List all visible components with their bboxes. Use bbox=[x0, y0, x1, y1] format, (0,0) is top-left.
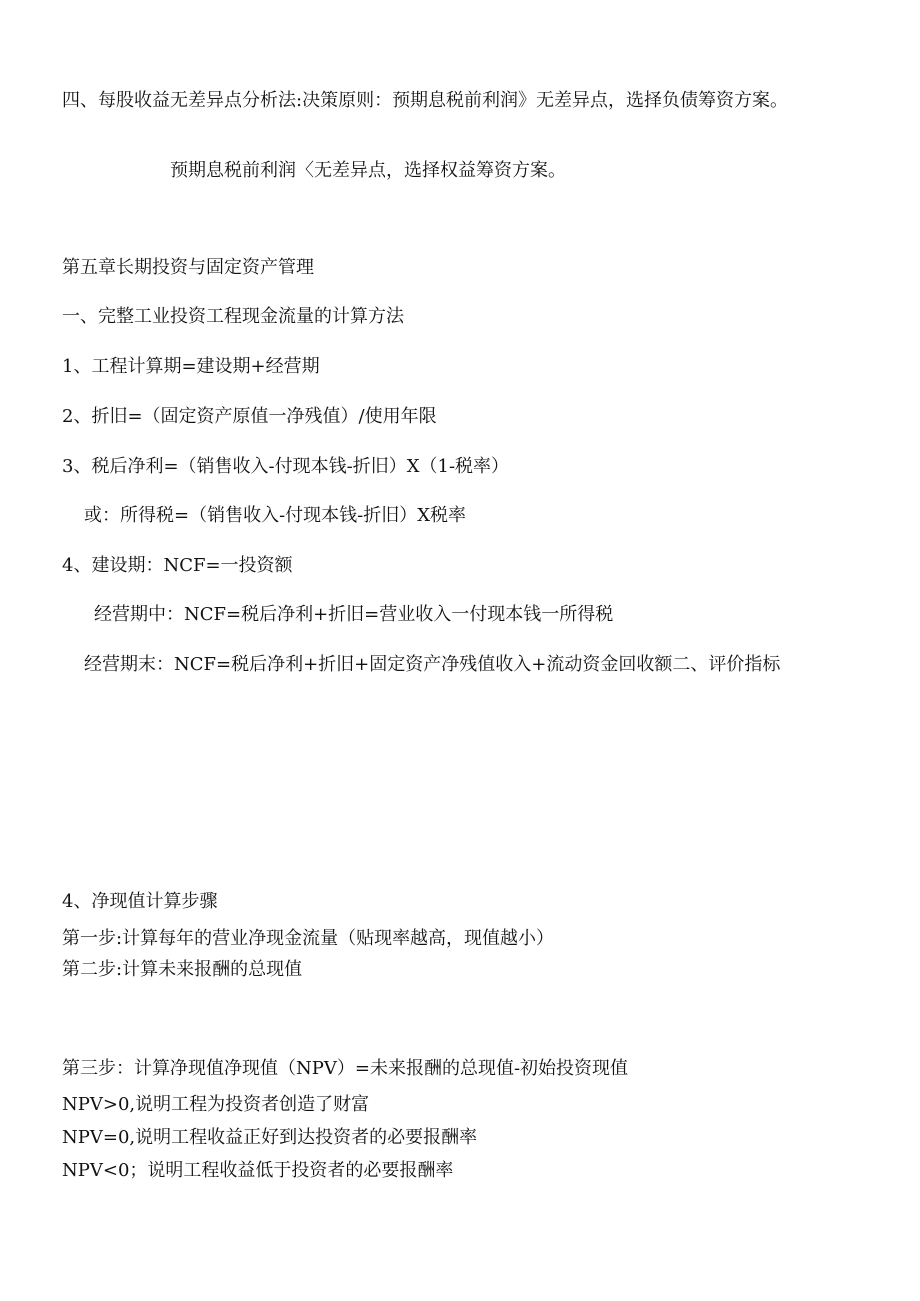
text-line-step-one: 第一步:计算每年的营业净现金流量（贴现率越高，现值越小） bbox=[62, 928, 555, 949]
section-heading-npv-steps: 4、净现值计算步骤 bbox=[62, 891, 218, 912]
text-line-npv-positive: NPV>0,说明工程为投资者创造了财富 bbox=[62, 1094, 370, 1115]
text-line-decision-rule: 四、每股收益无差异点分析法:决策原则：预期息税前利润》无差异点，选择负债筹资方案。 bbox=[62, 90, 789, 111]
text-line-equity-choice: 预期息税前利润〈无差异点，选择权益筹资方案。 bbox=[170, 160, 566, 181]
text-line-project-period: 1、工程计算期=建设期+经营期 bbox=[62, 356, 320, 377]
text-line-net-profit: 3、税后净利=（销售收入-付现本钱-折旧）X（1-税率） bbox=[62, 456, 510, 477]
chapter-heading: 第五章长期投资与固定资产管理 bbox=[62, 257, 314, 278]
text-line-depreciation: 2、折旧=（固定资产原值一净残值）/使用年限 bbox=[62, 406, 437, 427]
text-line-operating-ncf: 经营期中：NCF=税后净利+折旧=营业收入一付现本钱一所得税 bbox=[94, 604, 614, 625]
section-heading-cash-flow: 一、完整工业投资工程现金流量的计算方法 bbox=[62, 306, 404, 327]
text-line-income-tax: 或：所得税=（销售收入-付现本钱-折旧）X税率 bbox=[84, 505, 467, 526]
text-line-npv-negative: NPV<0；说明工程收益低于投资者的必要报酬率 bbox=[62, 1160, 454, 1181]
text-line-construction-ncf: 4、建设期：NCF=一投资额 bbox=[62, 555, 293, 576]
text-line-step-two: 第二步:计算未来报酬的总现值 bbox=[62, 959, 303, 980]
text-line-step-three: 第三步：计算净现值净现值（NPV）=未来报酬的总现值-初始投资现值 bbox=[62, 1058, 629, 1079]
text-line-npv-zero: NPV=0,说明工程收益正好到达投资者的必要报酬率 bbox=[62, 1127, 478, 1148]
text-line-terminal-ncf: 经营期末：NCF=税后净利+折旧+固定资产净残值收入+流动资金回收额二、评价指标 bbox=[84, 654, 781, 675]
